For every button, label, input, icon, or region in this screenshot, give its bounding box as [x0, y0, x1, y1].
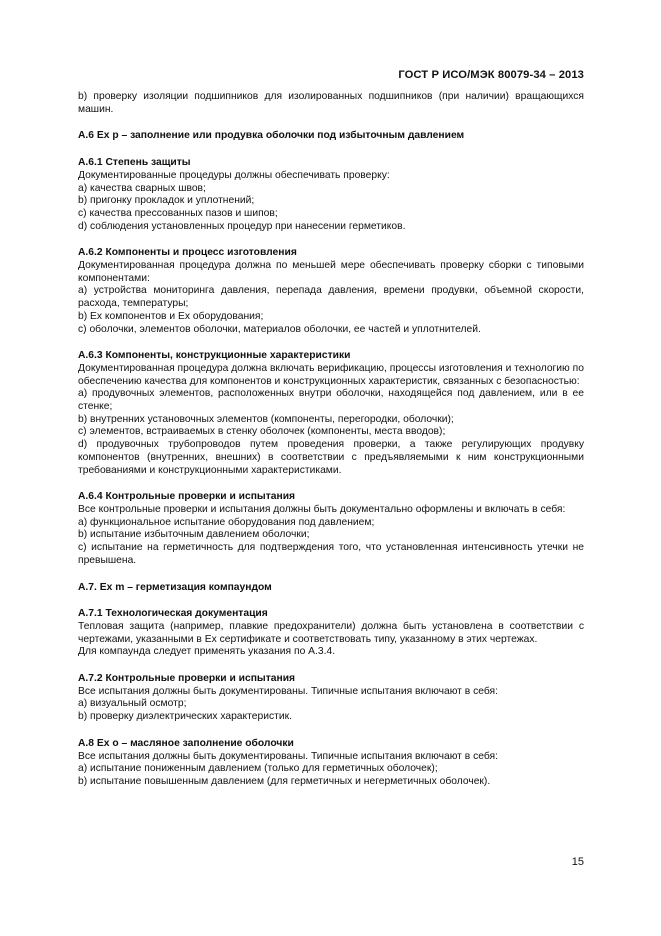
list-item: b) Ex компонентов и Ex оборудования;	[78, 310, 264, 322]
section-a6-3-text: Документированная процедура должна включать верификацию, процессы изготовления и технологию по обеспечению качества для компонентов и конструкционных характеристик, связанных с безопасностью:	[78, 362, 584, 387]
section-a7-1-text: Тепловая защита (например, плавкие предохранители) должна быть установлена в соответствии с чертежами, указанными в Ex сертификате и соответствовать типу, указанному в этих чертежах.	[78, 620, 584, 645]
list-item: b) проверку диэлектрических характеристик.	[78, 711, 292, 723]
section-a6-2-title: А.6.2 Компоненты и процесс изготовления	[78, 247, 297, 259]
list-item: a) визуальный осмотр;	[78, 698, 187, 710]
page-number: 15	[571, 856, 584, 868]
list-item: a) устройства мониторинга давления, перепада давления, времени продувки, объемной скорости, расхода, температуры;	[78, 285, 584, 310]
section-a7-title: А.7. Ex m – герметизация компаундом	[78, 581, 272, 593]
intro-item-b: b) проверку изоляции подшипников для изолированных подшипников (при наличии) вращающихся машин.	[78, 91, 584, 115]
section-a6-3-title: А.6.3 Компоненты, конструкционные характеристики	[78, 350, 351, 362]
section-a8-text: Все испытания должны быть документированы. Типичные испытания включают в себя:	[78, 750, 498, 762]
list-item: b) внутренних установочных элементов (компоненты, перегородки, оболочки);	[78, 413, 454, 425]
section-a7-2-text: Все испытания должны быть документированы. Типичные испытания включают в себя:	[78, 685, 498, 697]
list-item: c) испытание на герметичность для подтверждения того, что установленная интенсивность утечки не превышена.	[78, 542, 584, 566]
page-header: ГОСТ Р ИСО/МЭК 80079-34 – 2013	[398, 69, 584, 81]
list-item: d) продувочных трубопроводов путем проведения проверки, а также регулирующих продувку компонентов (внутренних, внешних) в соответствии с предъявляемыми к ним конструкционными требованиями и конструкционными характеристиками.	[78, 439, 584, 476]
section-a7-1-title: А.7.1 Технологическая документация	[78, 608, 268, 620]
list-item: b) испытание избыточным давлением оболочки;	[78, 529, 310, 541]
list-item: a) качества сварных швов;	[78, 182, 206, 194]
section-a7-2-title: А.7.2 Контрольные проверки и испытания	[78, 673, 296, 685]
section-a6-4-text: Все контрольные проверки и испытания должны быть документально оформлены и включать в себя:	[78, 503, 566, 515]
section-a6-1-title: А.6.1 Степень защиты	[78, 157, 191, 169]
list-item: b) пригонку прокладок и уплотнений;	[78, 195, 255, 207]
list-item: c) элементов, встраиваемых в стенку оболочек (компоненты, места вводов);	[78, 426, 446, 438]
list-item: a) продувочных элементов, расположенных внутри оболочки, находящейся под давлением, или в ее стенке;	[78, 388, 584, 413]
list-item: a) функциональное испытание оборудования под давлением;	[78, 516, 375, 528]
section-a6-2-text: Документированная процедура должна по меньшей мере обеспечивать проверку сборки с типовыми компонентами:	[78, 260, 584, 284]
section-a6-4-title: А.6.4 Контрольные проверки и испытания	[78, 491, 296, 503]
section-a8-title: А.8 Ex o – масляное заполнение оболочки	[78, 737, 294, 749]
page-content	[78, 91, 584, 789]
list-item: a) испытание пониженным давлением (только для герметичных оболочек);	[78, 763, 438, 775]
section-a7-1-text2: Для компаунда следует применять указания по А.3.4.	[78, 646, 336, 658]
list-item: d) соблюдения установленных процедур при нанесении герметиков.	[78, 220, 406, 232]
section-a6-title: А.6 Ex p – заполнение или продувка оболочки под избыточным давлением	[78, 130, 465, 142]
list-item: c) оболочки, элементов оболочки, материалов оболочки, ее частей и уплотнителей.	[78, 323, 481, 335]
section-a6-1-text: Документированные процедуры должны обеспечивать проверку:	[78, 169, 390, 181]
list-item: c) качества прессованных пазов и шипов;	[78, 207, 278, 219]
list-item: b) испытание повышенным давлением (для герметичных и негерметичных оболочек).	[78, 775, 491, 787]
